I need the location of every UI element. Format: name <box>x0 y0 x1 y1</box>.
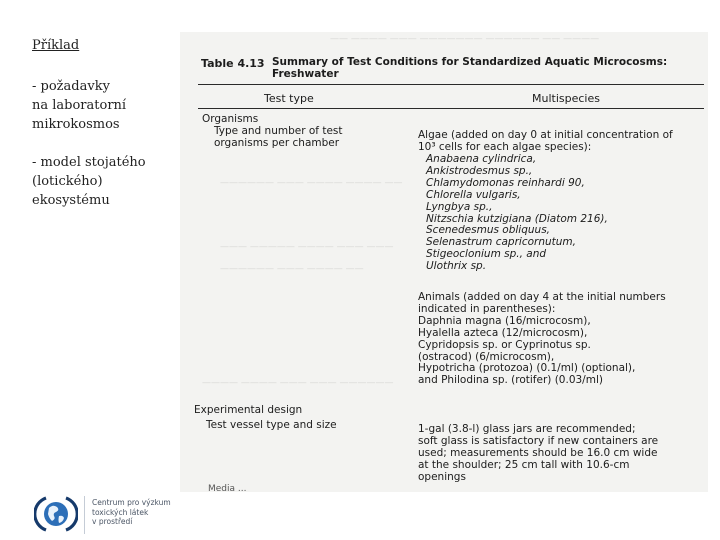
slide-heading: Příklad <box>32 38 80 53</box>
bullet-requirements: - požadavky na laboratorní mikrokosmos <box>32 79 127 132</box>
header-top-rule <box>198 84 704 85</box>
algae-description: Algae (added on day 0 at initial concentration of 10³ cells for each algae species): <box>418 129 673 153</box>
recetox-logo <box>34 494 184 536</box>
column-header-test-type: Test type <box>264 92 314 105</box>
scanned-table-image: —— ———— ——— ——————— —————— —— ———— —————— ——— ———— ———— —— ——— ————— ———— ——— ——— —————— ——— ———— —— ———— ———— ——— ——— —————— Table 4.13 Summary of Test Conditions for Standardized Aquatic Microcosms: Freshwater Test type Multispecies Organisms Type and number of test organisms per chamber Algae (added on day 0 at initial concentration of 10³ cells for each algae species): Anabaena cylindrica, Ankistrodesmus sp., Chlamydomonas reinhardi 90, Chlorella vulgaris, Lyngbya sp., Nitzschia kutzigiana (Diatom 216), Scenedesmus obliquus, Selenastrum capricornutum, Stigeoclonium sp., and Ulothrix sp. Animals (added on day 4 at the initial numbers indicated in parentheses): Daphnia magna (16/microcosm), Hyalella azteca (12/microcosm), Cypridopsis sp. or Cyprinotus sp. (ostracod) (6/microcosm), Hypotricha (protozoa) (0.1/ml) (optional), and Philodina sp. (rotifer) (0.03/ml) Experimental design Test vessel type and size 1-gal (3.8-l) glass jars are recommended; soft glass is satisfactory if new containers are used; measurements should be 16.0 cm wide at the shoulder; 25 cm tall with 10.6-cm openings Media ... <box>180 32 708 492</box>
row-organisms-label: Organisms <box>202 113 259 125</box>
animals-description: Animals (added on day 4 at the initial numbers indicated in parentheses): Daphnia magna (16/microcosm), Hyalella azteca (12/microcosm), Cypridopsis sp. or Cyprinotus sp. (ostracod) (6/microcosm), Hypotricha (protozoa) (0.1/ml) (optional), and Philodina sp. (rotifer) (0.03/ml) <box>418 291 666 387</box>
vessel-description: 1-gal (3.8-l) glass jars are recommended; soft glass is satisfactory if new containers are used; measurements should be 16.0 cm wide at the shoulder; 25 cm tall with 10.6-cm openings <box>418 423 659 483</box>
slide-text-panel <box>0 0 180 540</box>
table-title: Summary of Test Conditions for Standardized Aquatic Microcosms: Freshwater <box>272 56 668 80</box>
globe-icon <box>34 494 78 534</box>
algae-species-list: Anabaena cylindrica, Ankistrodesmus sp., Chlamydomonas reinhardi 90, Chlorella vulgaris, Lyngbya sp., Nitzschia kutzigiana (Diatom 216), Scenedesmus obliquus, Selenastrum capricornutum, Stigeoclonium sp., and Ulothrix sp. <box>426 153 608 273</box>
logo-text: Centrum pro výzkum toxických látek v prostředí <box>92 498 171 526</box>
row-cut-off-label: Media ... <box>208 484 247 492</box>
header-bottom-rule <box>198 108 704 109</box>
bullet-ecosystem-model: - model stojatého (lotického) ekosystému <box>32 155 146 208</box>
row-type-label: Type and number of test organisms per chamber <box>214 125 343 149</box>
row-experimental-design-label: Experimental design <box>194 404 303 416</box>
table-number: Table 4.13 <box>201 57 265 70</box>
column-header-multispecies: Multispecies <box>532 92 600 105</box>
row-vessel-label: Test vessel type and size <box>206 419 337 431</box>
logo-divider <box>84 496 85 534</box>
